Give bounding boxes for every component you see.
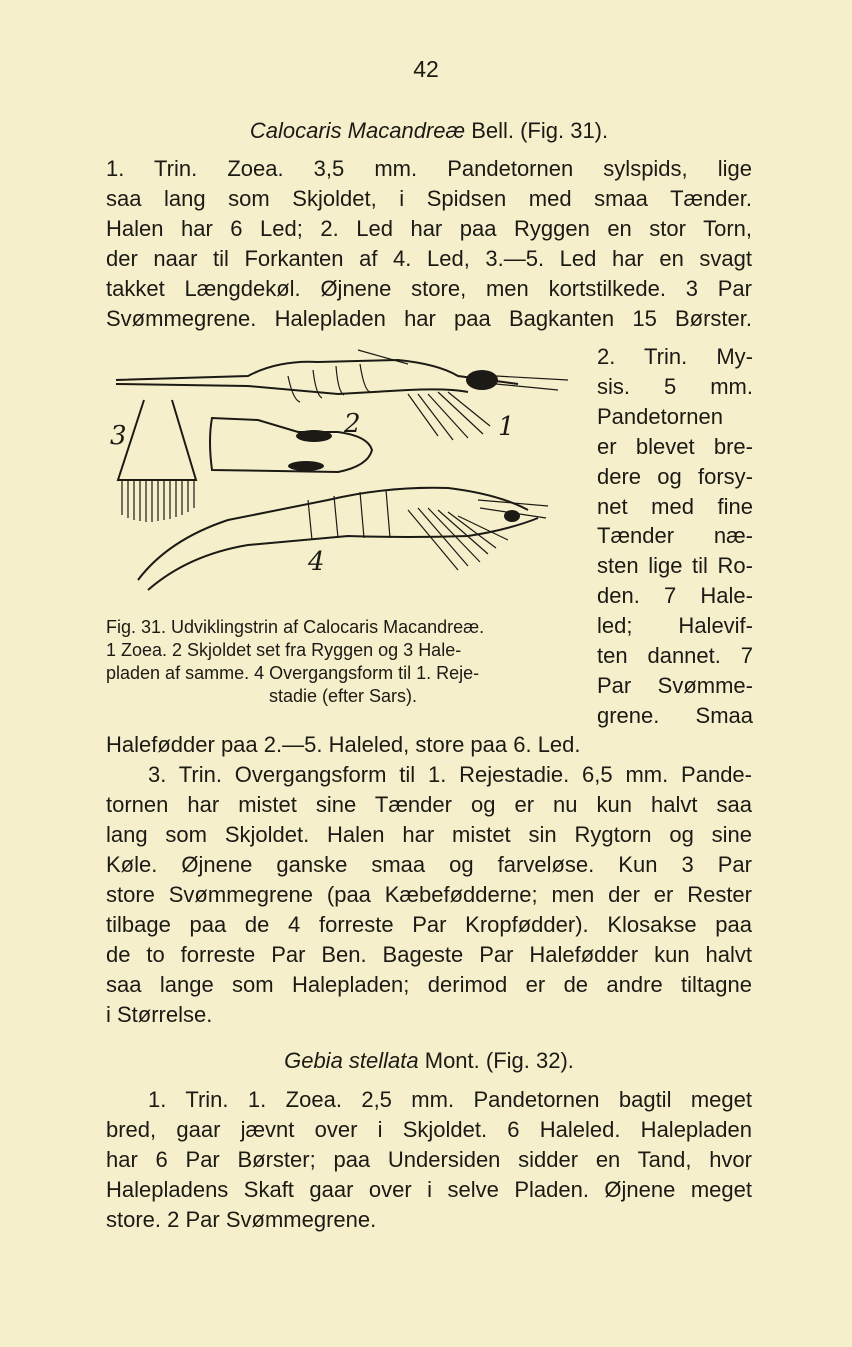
text-line: sis. 5 mm. bbox=[597, 373, 753, 399]
section-heading-calocaris bbox=[106, 116, 752, 146]
transitional-form-drawing bbox=[138, 488, 548, 590]
text-line: store. 2 Par Svømmegrene. bbox=[106, 1207, 377, 1232]
caption-line: pladen af samme. 4 Overgangsform til 1. Reje- bbox=[106, 663, 480, 683]
telson-drawing bbox=[118, 400, 196, 522]
text-line: lang som Skjoldet. Halen har mistet sin Rygtorn og sine bbox=[106, 822, 752, 847]
section-heading-gebia bbox=[106, 1046, 752, 1076]
text-line: sten lige til Ro- bbox=[597, 553, 753, 579]
text-line: 3. Trin. Overgangsform til 1. Rejestadie. 6,5 mm. Pande- bbox=[148, 762, 752, 787]
text-line: er blevet bre- bbox=[597, 433, 753, 459]
species-authority: Mont. (Fig. 32). bbox=[418, 1048, 574, 1073]
text-line: Svømmegrene. Halepladen har paa Bagkanten 15 Børster. bbox=[106, 306, 752, 331]
text-line: net med fine bbox=[597, 493, 753, 519]
figure-label-4: 4 bbox=[308, 547, 325, 577]
text-line: Tænder næ- bbox=[597, 523, 753, 549]
text-line: 1. Trin. Zoea. 3,5 mm. Pandetornen sylspids, lige bbox=[106, 156, 752, 181]
species-authority: Bell. (Fig. 31). bbox=[465, 118, 609, 143]
figure-31-illustration bbox=[108, 340, 588, 610]
figure-label-1: 1 bbox=[498, 412, 515, 442]
text-line: Halefødder paa 2.—5. Haleled, store paa 6. Led. bbox=[106, 732, 581, 757]
text-line: den. 7 Hale- bbox=[597, 583, 753, 609]
text-line: ten dannet. 7 bbox=[597, 643, 753, 669]
text-line: tornen har mistet sine Tænder og er nu kun halvt saa bbox=[106, 792, 752, 817]
text-line: takket Længdekøl. Øjnene store, men kortstilkede. 3 Par bbox=[106, 276, 752, 301]
text-line: der naar til Forkanten af 4. Led, 3.—5. Led har en svagt bbox=[106, 246, 752, 271]
text-line: Halen har 6 Led; 2. Led har paa Ryggen en stor Torn, bbox=[106, 216, 752, 241]
text-line: saa lange som Halepladen; derimod er de andre tiltagne bbox=[106, 972, 752, 997]
text-line: har 6 Par Børster; paa Undersiden sidder en Tand, hvor bbox=[106, 1147, 752, 1172]
stage-2-side-column bbox=[597, 342, 753, 731]
text-line: Køle. Øjnene ganske smaa og farveløse. Kun 3 Par bbox=[106, 852, 752, 877]
figure-label-3: 3 bbox=[110, 421, 127, 451]
text-line: tilbage paa de 4 forreste Par Kropfødder). Klosakse paa bbox=[106, 912, 752, 937]
text-line: grene. Smaa bbox=[597, 702, 753, 728]
text-line: Pandetornen bbox=[597, 403, 723, 429]
page-number: 42 bbox=[413, 56, 439, 82]
text-line: 1. Trin. 1. Zoea. 2,5 mm. Pandetornen bagtil meget bbox=[148, 1087, 752, 1112]
caption-line: Fig. 31. Udviklingstrin af Calocaris Macandreæ. bbox=[106, 617, 485, 637]
text-line: led; Halevif- bbox=[597, 613, 753, 639]
caption-line: 1 Zoea. 2 Skjoldet set fra Ryggen og 3 Hale- bbox=[106, 640, 462, 660]
figure-label-2: 2 bbox=[344, 409, 361, 439]
text-line: saa lang som Skjoldet, i Spidsen med smaa Tænder. bbox=[106, 186, 752, 211]
text-line: store Svømmegrene (paa Kæbefødderne; men der er Rester bbox=[106, 882, 752, 907]
species-name: Calocaris Macandreæ bbox=[249, 118, 466, 143]
text-line: Halepladens Skaft gaar over i selve Pladen. Øjnene meget bbox=[106, 1177, 752, 1202]
text-line: dere og forsy- bbox=[597, 463, 753, 489]
text-line: Par Svømme- bbox=[597, 672, 753, 698]
species-name: Gebia stellata bbox=[284, 1048, 419, 1073]
text-line: i Størrelse. bbox=[106, 1002, 213, 1027]
text-line: 2. Trin. My- bbox=[597, 344, 753, 369]
caption-line: stadie (efter Sars). bbox=[268, 686, 418, 706]
text-line: de to forreste Par Ben. Bageste Par Halefødder kun halvt bbox=[106, 942, 752, 967]
text-line: bred, gaar jævnt over i Skjoldet. 6 Haleled. Halepladen bbox=[106, 1117, 752, 1142]
